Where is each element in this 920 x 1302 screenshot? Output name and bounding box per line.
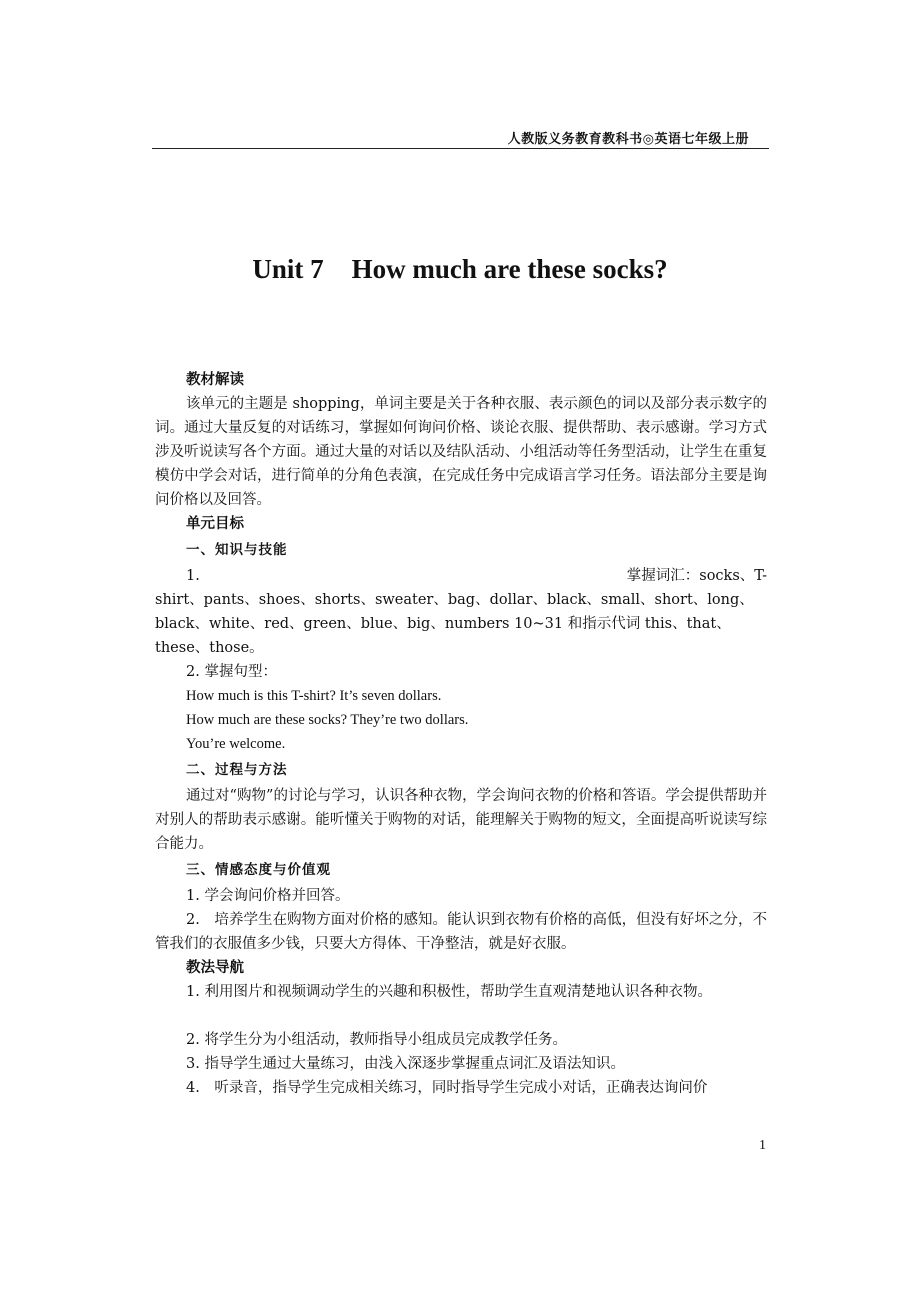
jiaocai-paragraph: 该单元的主题是 shopping，单词主要是关于各种衣服、表示颜色的词以及部分表示数字的词。通过大量反复的对话练习，掌握如何询问价格、谈论衣服、提供帮助、表示感谢。学习方式涉及听说读写各个方面。通过大量的对话以及结队活动、小组活动等任务型活动，让学生在重复模仿中学会对话，进行简单的分角色表演，在完成任务中完成语言学习任务。语法部分主要是询问价格以及回答。	[155, 396, 767, 508]
header-text: 人教版义务教育教科书◎英语七年级上册	[507, 132, 749, 147]
running-header	[152, 128, 769, 149]
example-sentence-1: How much is this T-shirt? It’s seven dollars.	[186, 688, 442, 704]
vocab-item-number: 1.	[186, 568, 200, 584]
page-title	[0, 254, 920, 285]
example-sentence-2: How much are these socks? They’re two dollars.	[186, 712, 469, 728]
guocheng-paragraph: 通过对“购物”的讨论与学习，认识各种衣物，学会询问衣物的价格和答语。学会提供帮助并对别人的帮助表示感谢。能听懂关于购物的对话，能理解关于购物的短文，全面提高听说读写综合能力。	[155, 788, 767, 852]
section-heading-jiaofa: 教法导航	[186, 960, 244, 976]
sentence-pattern-item: 2. 掌握句型：	[186, 664, 277, 680]
vocab-item-line	[155, 564, 767, 588]
jiaofa-item-3: 3. 指导学生通过大量练习，由浅入深逐步掌握重点词汇及语法知识。	[186, 1056, 625, 1072]
vocab-item-lead: 掌握词汇：socks、T-	[626, 568, 767, 584]
jiaofa-item-4: 4. 听录音，指导学生完成相关练习，同时指导学生完成小对话，正确表达询问价	[186, 1080, 708, 1096]
page-number: 1	[759, 1138, 766, 1153]
unit-topic: How much are these socks?	[351, 254, 668, 284]
paragraph-spacer	[155, 1004, 767, 1028]
jiaofa-item-1: 1. 利用图片和视频调动学生的兴趣和积极性，帮助学生直观清楚地认识各种衣物。	[186, 984, 712, 1000]
section-heading-jiaocai: 教材解读	[186, 372, 244, 388]
qinggan-item-1: 1. 学会询问价格并回答。	[186, 888, 350, 904]
qinggan-item-2: 2. 培养学生在购物方面对价格的感知。能认识到衣物有价格的高低，但没有好坏之分，不管我们的衣服值多少钱，只要大方得体、干净整洁，就是好衣服。	[155, 912, 767, 952]
subheading-qinggan: 三、情感态度与价值观	[186, 862, 331, 878]
subheading-guocheng: 二、过程与方法	[186, 762, 288, 778]
vocab-item-rest: shirt、pants、shoes、shorts、sweater、bag、dollar、black、small、short、long、black、white、red、green、blue、big、numbers 10~31 和指示代词 this、that、these、those。	[155, 592, 754, 656]
main-content	[155, 368, 767, 1100]
section-heading-danyuan: 单元目标	[186, 516, 244, 532]
unit-number: Unit 7	[252, 254, 324, 284]
jiaofa-item-2: 2. 将学生分为小组活动，教师指导小组成员完成教学任务。	[186, 1032, 567, 1048]
example-sentence-3: You’re welcome.	[186, 736, 286, 752]
subheading-zhishi: 一、知识与技能	[186, 542, 288, 558]
